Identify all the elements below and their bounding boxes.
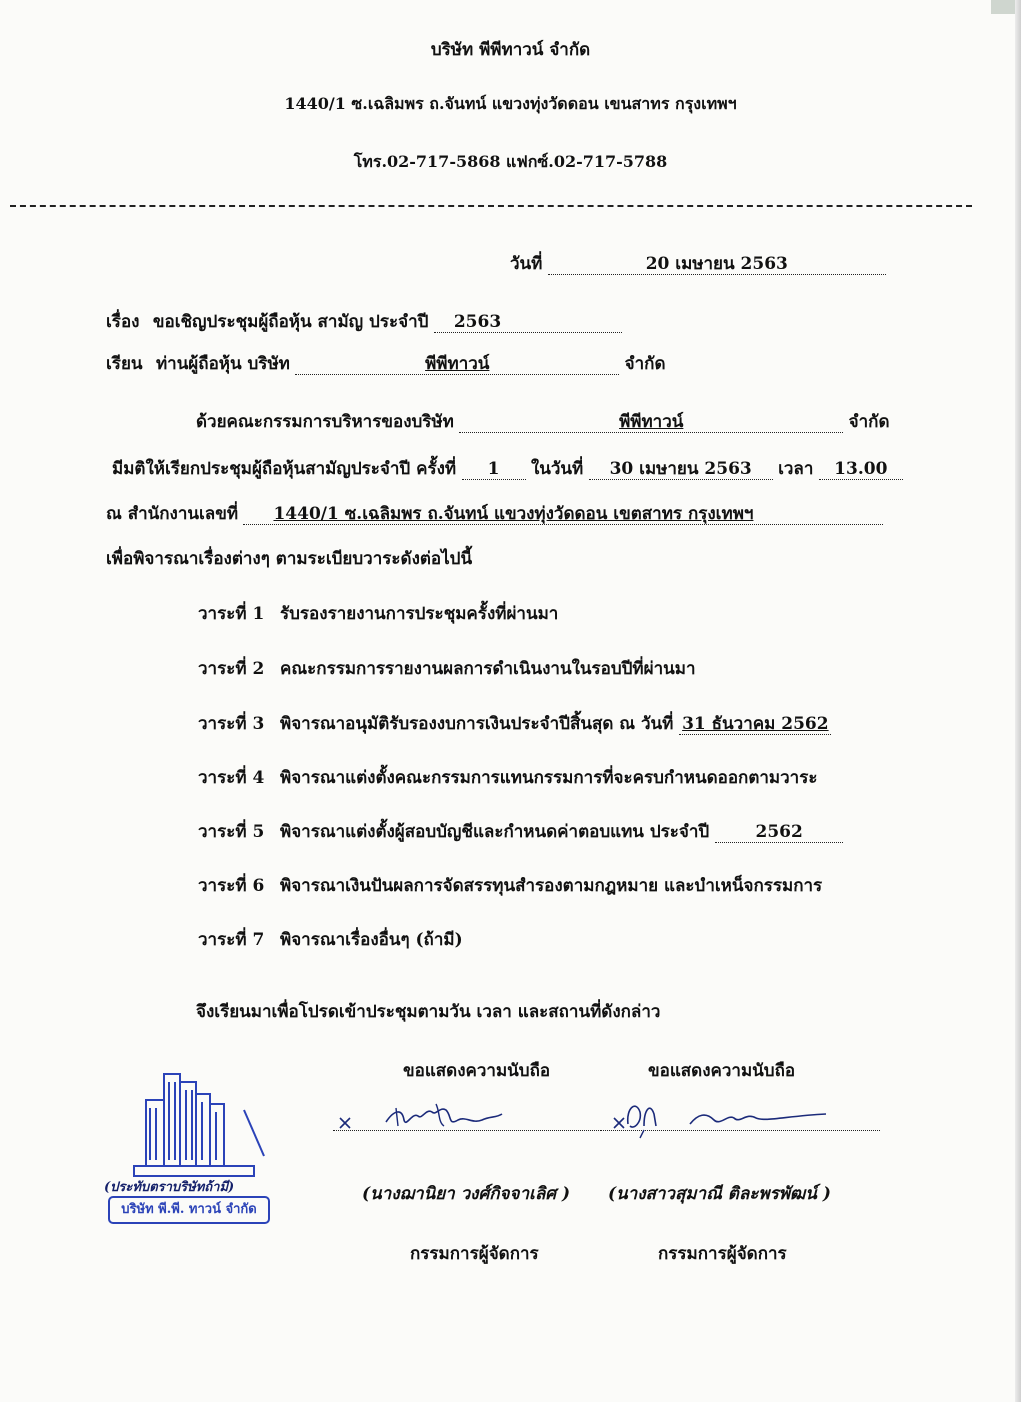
subject-text: ขอเชิญประชุมผู้ถือหุ้น สามัญ ประจำปี	[152, 312, 429, 332]
agenda-item	[198, 818, 843, 845]
subject-year-text: 2563	[453, 312, 502, 332]
body-l1-company-text: พีพีทาวน์	[619, 412, 684, 432]
agenda-item-text: พิจารณาเงินปันผลการจัดสรรทุนสำรองตามกฎหมาย และบำเหน็จกรรมการ	[280, 876, 823, 896]
body-l1-company	[459, 412, 843, 433]
body-line-3	[106, 500, 883, 527]
body-l2-time	[819, 459, 903, 480]
body-l3-prefix: ณ สำนักงานเลขที่	[106, 504, 239, 524]
agenda-item-fill	[715, 822, 843, 843]
agenda-item	[198, 872, 822, 899]
body-l2-date-text: 30 เมษายน 2563	[609, 459, 752, 479]
header-divider	[10, 205, 972, 207]
date-line	[510, 250, 886, 277]
agenda-item-number: วาระที่ 7	[198, 930, 265, 950]
agenda-item-text: คณะกรรมการรายงานผลการดำเนินงานในรอบปีที่ผ่านมา	[280, 659, 696, 679]
agenda-item	[198, 655, 696, 682]
signatory-2-name: (นางสาวสุมาณี ติละพรพัฒน์ )	[608, 1184, 831, 1204]
body-l2-no-text: 1	[487, 459, 500, 479]
agenda-item-fill-text: 2562	[755, 822, 803, 842]
date-value	[548, 254, 886, 275]
date-value-text: 20 เมษายน 2563	[645, 254, 788, 274]
building-logo-icon	[104, 1060, 284, 1180]
subject-year	[434, 312, 622, 333]
agenda-item-text: พิจารณาแต่งตั้งคณะกรรมการแทนกรรมการที่จะครบกำหนดออกตามวาระ	[280, 768, 818, 788]
signatory-2-regards: ขอแสดงความนับถือ	[648, 1061, 796, 1081]
agenda-item-number: วาระที่ 6	[198, 876, 265, 896]
company-address: 1440/1 ซ.เฉลิมพร ถ.จันทน์ แขวงทุ่งวัดดอน เขนสาทร กรุงเทพฯ	[284, 94, 737, 113]
stamp-caption-bottom: บริษัท พี.พี. ทาวน์ จำกัด	[108, 1196, 270, 1224]
agenda-item	[198, 710, 831, 737]
subject-label: เรื่อง	[106, 312, 140, 332]
agenda-item-number: วาระที่ 2	[198, 659, 265, 679]
body-l2-time-label: เวลา	[778, 459, 814, 479]
signatory-1-regards: ขอแสดงความนับถือ	[403, 1061, 551, 1081]
company-stamp	[104, 1060, 284, 1230]
body-l2-no	[462, 459, 526, 480]
body-line-1	[196, 408, 889, 435]
scan-edge-shadow	[1015, 0, 1021, 1402]
agenda-item-fill	[679, 714, 831, 735]
body-l3-address-text: 1440/1 ซ.เฉลิมพร ถ.จันทน์ แขวงทุ่งวัดดอน เขตสาทร กรุงเทพฯ	[273, 504, 754, 524]
date-label: วันที่	[510, 254, 543, 274]
body-l2-prefix: มีมติให้เรียกประชุมผู้ถือหุ้นสามัญประจำปี ครั้งที่	[112, 459, 457, 479]
body-l1-prefix: ด้วยคณะกรรมการบริหารของบริษัท	[196, 412, 454, 432]
agenda-item-number: วาระที่ 5	[198, 822, 265, 842]
agenda-item-number: วาระที่ 4	[198, 768, 265, 788]
company-contact: โทร.02-717-5868 แฟกซ์.02-717-5788	[353, 152, 668, 171]
agenda-item-number: วาระที่ 3	[198, 714, 265, 734]
agenda-item-number: วาระที่ 1	[198, 604, 265, 624]
body-line-4: เพื่อพิจารณาเรื่องต่างๆ ตามระเบียบวาระดังต่อไปนี้	[106, 549, 473, 569]
signature-1-image	[336, 1098, 516, 1138]
signatory-1-name: (นางฌานิยา วงศ์กิจจาเลิศ )	[362, 1184, 571, 1204]
company-name: บริษัท พีพีทาวน์ จำกัด	[430, 40, 591, 60]
signature-2-image	[610, 1090, 840, 1140]
recipient-company-text: พีพีทาวน์	[425, 354, 490, 374]
body-l2-time-text: 13.00	[834, 459, 888, 479]
stamp-caption-top: (ประทับตราบริษัทถ้ามี)	[104, 1180, 235, 1195]
agenda-item-fill-text: 31 ธันวาคม 2562	[682, 714, 829, 734]
recipient-company	[295, 354, 619, 375]
recipient-text: ท่านผู้ถือหุ้น บริษัท	[155, 354, 290, 374]
body-l3-address	[243, 504, 883, 525]
agenda-item-text: พิจารณาอนุมัติรับรองงบการเงินประจำปีสิ้นสุด ณ วันที่	[280, 714, 674, 734]
closing-line: จึงเรียนมาเพื่อโปรดเข้าประชุมตามวัน เวลา และสถานที่ดังกล่าว	[196, 1002, 661, 1022]
body-line-2	[112, 455, 903, 482]
agenda-item-text: พิจารณาแต่งตั้งผู้สอบบัญชีและกำหนดค่าตอบแทน ประจำปี	[280, 822, 710, 842]
agenda-item-text: พิจารณาเรื่องอื่นๆ (ถ้ามี)	[280, 930, 463, 950]
signatory-2-title: กรรมการผู้จัดการ	[658, 1244, 787, 1264]
agenda-item	[198, 926, 463, 953]
recipient-line	[106, 350, 666, 377]
agenda-item	[198, 764, 817, 791]
recipient-suffix: จำกัด	[624, 354, 666, 374]
recipient-label: เรียน	[106, 354, 143, 374]
agenda-item	[198, 600, 558, 627]
signatory-1-title: กรรมการผู้จัดการ	[410, 1244, 539, 1264]
agenda-item-text: รับรองรายงานการประชุมครั้งที่ผ่านมา	[280, 604, 559, 624]
subject-line	[106, 308, 622, 335]
body-l1-suffix: จำกัด	[848, 412, 890, 432]
body-l2-date	[589, 459, 773, 480]
body-l2-date-label: ในวันที่	[530, 459, 584, 479]
